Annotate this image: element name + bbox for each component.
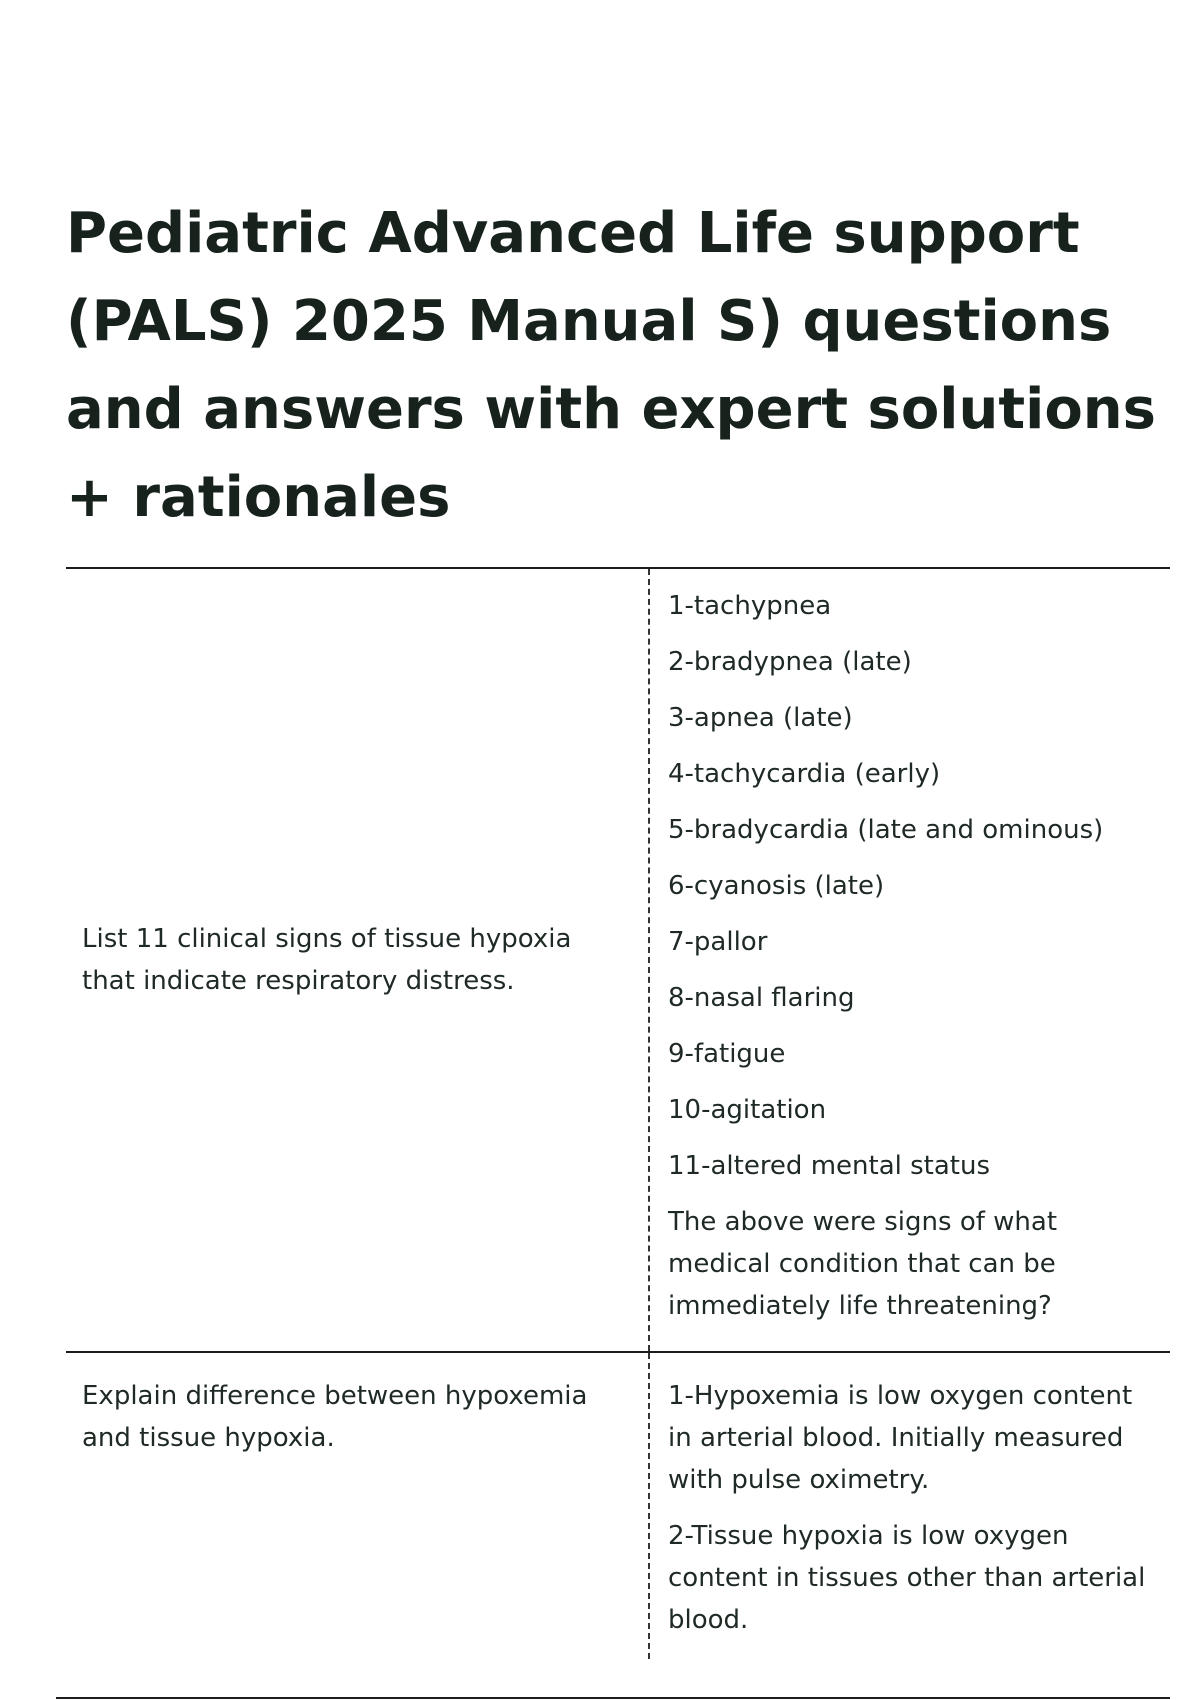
answer-item: 11-altered mental status	[668, 1151, 991, 1181]
answer-cell	[649, 1352, 1170, 1659]
question-text: List 11 clinical signs of tissue hypoxia that indicate respiratory distress.	[82, 924, 572, 996]
question-text: Explain difference between hypoxemia and tissue hypoxia.	[82, 1381, 588, 1453]
qa-table	[66, 567, 1170, 1659]
answer-item: 2-Tissue hypoxia is low oxygen content in tissues other than arterial blood.	[668, 1521, 1146, 1635]
answer-followup-question: The above were signs of what medical condition that can be immediately life threatening?	[668, 1207, 1058, 1321]
page-bottom-rule	[56, 1697, 1170, 1699]
document-title: Pediatric Advanced Life support (PALS) 2025 Manual S) questions and answers with expert solutions + rationales	[66, 201, 1157, 530]
qa-row	[66, 1352, 1170, 1659]
answer-item: 8-nasal flaring	[668, 983, 855, 1013]
answer-item: 4-tachycardia (early)	[668, 759, 941, 789]
question-cell	[66, 568, 649, 1352]
qa-row	[66, 568, 1170, 1352]
answer-item: 5-bradycardia (late and ominous)	[668, 815, 1104, 845]
answer-item: 1-tachypnea	[668, 591, 832, 621]
answer-item: 2-bradypnea (late)	[668, 647, 912, 677]
answer-item: 9-fatigue	[668, 1039, 786, 1069]
answer-item: 6-cyanosis (late)	[668, 871, 885, 901]
question-cell	[66, 1352, 649, 1659]
answer-item: 7-pallor	[668, 927, 768, 957]
answer-item: 1-Hypoxemia is low oxygen content in arterial blood. Initially measured with pulse oximetry.	[668, 1381, 1133, 1495]
answer-item: 10-agitation	[668, 1095, 827, 1125]
answer-item: 3-apnea (late)	[668, 703, 853, 733]
answer-cell	[649, 568, 1170, 1352]
